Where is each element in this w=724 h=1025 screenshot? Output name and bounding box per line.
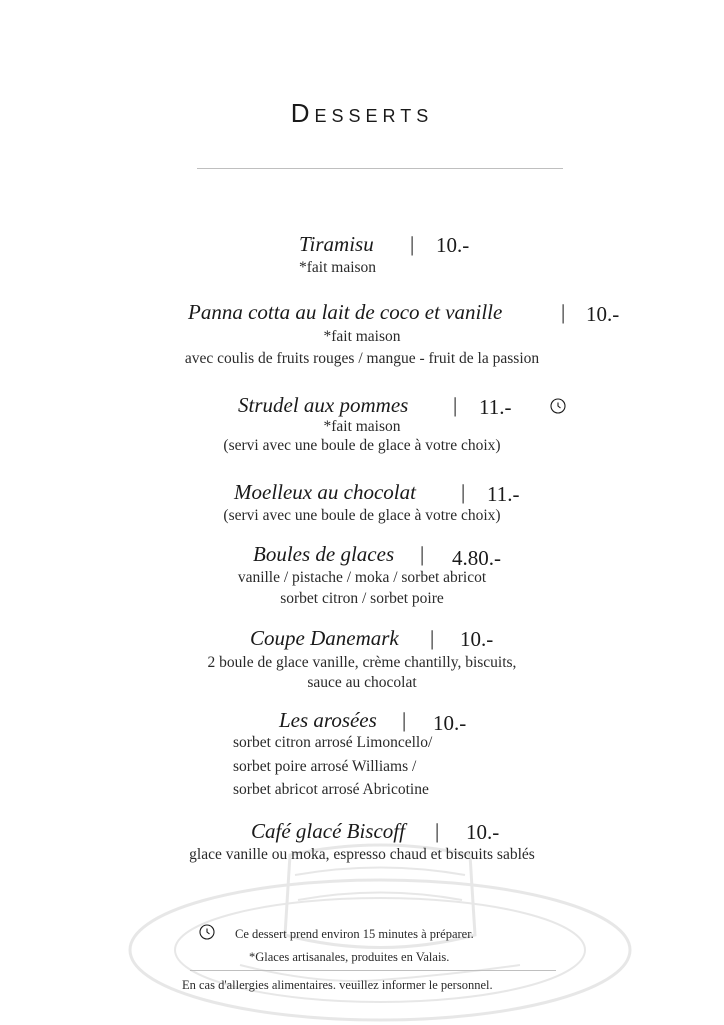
item-price-strudel: 11.- [479,395,512,419]
item-name-cafe-glace-biscoff: Café glacé Biscoff [251,819,405,843]
item-separator: | [420,542,425,566]
item-name-strudel: Strudel aux pommes [238,393,409,417]
item-desc-line: avec coulis de fruits rouges / mangue - fruit de la passion [184,350,540,367]
item-name-tiramisu: Tiramisu [299,232,374,256]
title-divider [197,168,563,169]
item-desc-line: sorbet poire arrosé Williams / [233,758,417,775]
item-separator: | [453,393,458,417]
item-price-cafe-glace-biscoff: 10.- [466,820,500,844]
item-price-les-arosees: 10.- [433,711,467,735]
item-desc-line: *fait maison [323,418,401,435]
item-name-panna-cotta: Panna cotta au lait de coco et vanille [188,300,503,324]
item-price-panna-cotta: 10.- [586,302,620,326]
item-desc-line: sorbet abricot arrosé Abricotine [233,781,429,798]
footer-divider [190,970,556,971]
item-desc-line: vanille / pistache / moka / sorbet abricot [237,569,487,586]
item-price-moelleux: 11.- [487,482,520,506]
item-name-coupe-danemark: Coupe Danemark [250,626,399,650]
clock-icon [199,924,215,940]
item-desc-line: (servi avec une boule de glace à votre choix) [223,507,501,524]
item-desc-line: sauce au chocolat [307,674,417,691]
item-separator: | [430,626,435,650]
item-desc-line: 2 boule de glace vanille, crème chantilly, biscuits, [207,654,517,671]
clock-icon [550,398,566,414]
item-name-les-arosees: Les arosées [279,708,377,732]
item-desc-line: sorbet citron / sorbet poire [280,590,444,607]
item-separator: | [561,300,566,324]
item-price-coupe-danemark: 10.- [460,627,494,651]
item-separator: | [435,819,440,843]
item-name-boules-de-glaces: Boules de glaces [253,542,395,566]
item-desc-line: sorbet citron arrosé Limoncello/ [233,734,433,751]
item-price-tiramisu: 10.- [436,233,470,257]
item-separator: | [461,480,466,504]
page-title: Desserts [290,98,434,128]
item-desc-line: glace vanille ou moka, espresso chaud et biscuits sablés [189,846,535,863]
footer-ice-note: *Glaces artisanales, produites en Valais. [249,950,450,964]
footer-clock-note: Ce dessert prend environ 15 minutes à préparer. [235,927,474,941]
item-separator: | [410,232,415,256]
item-price-boules-de-glaces: 4.80.- [452,546,501,570]
item-separator: | [402,708,407,732]
item-desc-line: *fait maison [299,259,377,276]
item-desc-line: *fait maison [323,328,401,345]
item-name-moelleux: Moelleux au chocolat [234,480,416,504]
item-desc-line: (servi avec une boule de glace à votre choix) [223,437,501,454]
footer-allergy-note: En cas d'allergies alimentaires. veuillez informer le personnel. [182,978,493,992]
